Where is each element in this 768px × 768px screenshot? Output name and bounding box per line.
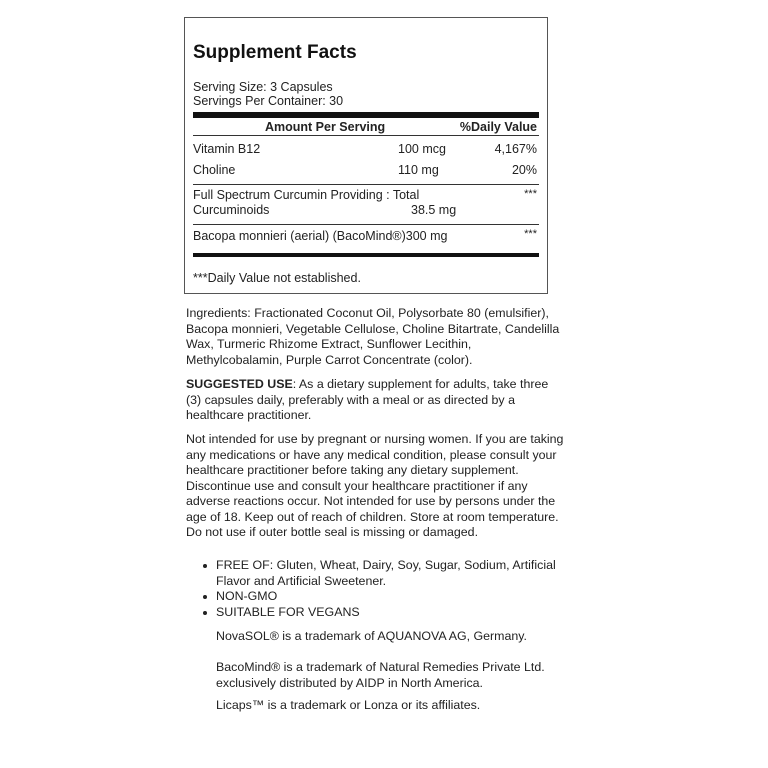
nutrient-amount: 100 mcg [398,142,446,156]
nutrient-name: Full Spectrum Curcumin Providing : Total Curcuminoids [193,188,420,217]
list-item: NON-GMO [200,589,560,605]
supplement-facts-panel [184,17,548,294]
serving-info [193,80,539,108]
nutrient-dv: *** [524,188,537,200]
nutrient-row-bacopa [193,225,539,247]
facts-title: Supplement Facts [193,42,357,63]
warning-paragraph: Not intended for use by pregnant or nursing women. If you are taking any medications or have any medical condition, please consult your healthcare practitioner before taking any dietary supplement. Discontinue use and consult your healthcare practitioner if any adverse reactions occur. Not intended for use by persons under the age of 18. Keep out of reach of children. Store at room temperature. Do not use if outer bottle seal is missing or damaged. [186,432,564,539]
list-item: SUITABLE FOR VEGANS [200,605,560,621]
thick-divider [193,112,539,118]
warning-text [186,432,566,541]
nutrient-name: Bacopa monnieri (aerial) (BacoMind®)300 mg [193,229,448,243]
suggested-use-text: : As a dietary supplement for adults, take three (3) capsules daily, preferably with a meal or as directed by a healthcare practitioner. [186,377,549,422]
nutrient-name: Choline [193,163,236,177]
ingredients-text [186,306,566,368]
nutrient-dv: *** [524,228,537,240]
nutrient-row-choline [193,160,539,184]
list-item: FREE OF: Gluten, Wheat, Dairy, Soy, Sugar, Sodium, Artificial Flavor and Artificial Sweetener. [200,558,560,589]
daily-value-footnote: ***Daily Value not established. [193,271,361,285]
suggested-use-label: SUGGESTED USE [186,377,293,391]
daily-value-header: %Daily Value [459,120,537,134]
suggested-use-section [186,377,566,424]
trademark-novasol: NovaSOL® is a trademark of AQUANOVA AG, Germany. [216,629,527,643]
nutrient-amount: 110 mg [398,163,439,177]
free-of-list [200,558,560,620]
amount-per-serving-header: Amount Per Serving [265,120,386,134]
thick-divider [193,253,539,257]
servings-per-container: Servings Per Container: 30 [193,94,344,108]
trademark-bacomind: BacoMind® is a trademark of Natural Remedies Private Ltd. exclusively distributed by AIDP in North America. [216,660,545,690]
nutrient-row-curcumin [193,185,539,224]
nutrient-name: Vitamin B12 [193,142,261,156]
suggested-use-paragraph [186,377,566,424]
serving-size: Serving Size: 3 Capsules [193,80,333,94]
nutrient-dv: 20% [511,163,537,177]
nutrient-amount: 38.5 mg [411,203,457,217]
nutrient-row-vitamin-b12 [193,136,539,160]
nutrient-dv: 4,167% [494,142,537,156]
trademark-licaps: Licaps™ is a trademark or Lonza or its affiliates. [216,698,481,712]
ingredients-paragraph: Ingredients: Fractionated Coconut Oil, Polysorbate 80 (emulsifier), Bacopa monnieri, Vegetable Cellulose, Choline Bitartrate, Candelilla Wax, Turmeric Rhizome Extract, Sunflower Lecithin, Methylcobalamin, Purple Carrot Concentrate (color). [186,306,560,367]
facts-header-row [193,119,539,135]
